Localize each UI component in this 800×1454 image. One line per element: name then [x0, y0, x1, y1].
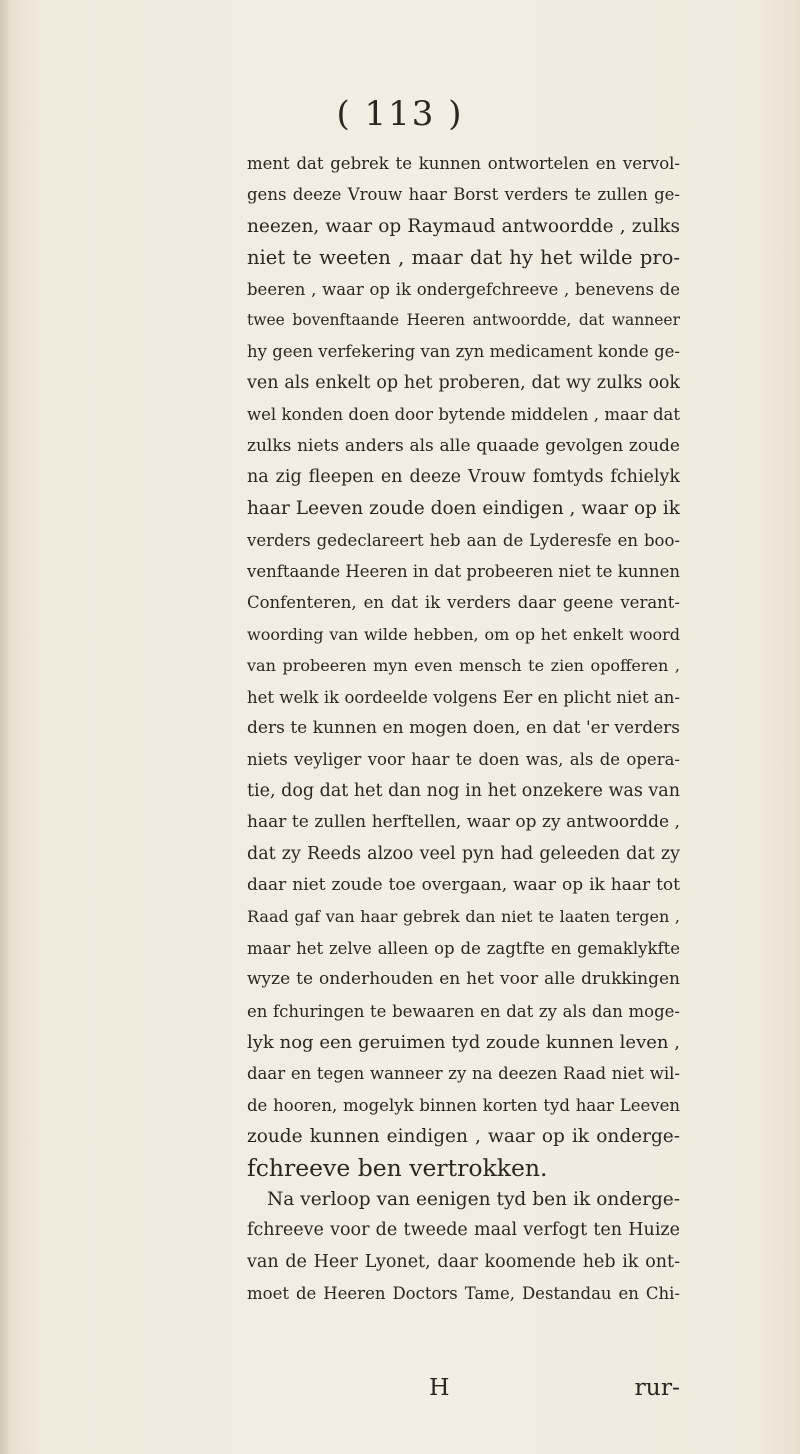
text-line: tie, dog dat het dan nog in het onzekere was van: [247, 780, 680, 801]
text-line: twee bovenftaande Heeren antwoordde, dat wanneer: [247, 310, 680, 329]
text-line: beeren , waar op ik ondergefchreeve , benevens de: [247, 279, 680, 299]
text-line: neezen, waar op Raymaud antwoordde , zulks: [247, 215, 680, 237]
catchword: rur-: [634, 1373, 680, 1401]
text-line: van de Heer Lyonet, daar koomende heb ik ont-: [247, 1251, 680, 1272]
page-footer: [247, 1372, 680, 1402]
text-line: maar het zelve alleen op de zagtfte en gemaklykfte: [247, 938, 680, 958]
text-line: van probeeren myn even mensch te zien opofferen ,: [247, 656, 680, 676]
signature-mark: H: [429, 1373, 450, 1401]
text-line: daar niet zoude toe overgaan, waar op ik haar tot: [247, 874, 680, 895]
text-line: hy geen verfekering van zyn medicament konde ge-: [247, 342, 680, 362]
text-line: moet de Heeren Doctors Tame, Destandau en Chi-: [247, 1284, 680, 1304]
text-line: wel konden doen door bytende middelen , maar dat: [247, 405, 680, 425]
text-line: daar en tegen wanneer zy na deezen Raad niet wil-: [247, 1064, 680, 1084]
text-line: ment dat gebrek te kunnen ontwortelen en vervol-: [247, 154, 680, 173]
text-line: verders gedeclareert heb aan de Lyderesfe en boo-: [247, 530, 680, 550]
text-line: venftaande Heeren in dat probeeren niet te kunnen: [247, 562, 680, 582]
text-line: Raad gaf van haar gebrek dan niet te laaten tergen ,: [247, 907, 680, 927]
text-line: woording van wilde hebben, om op het enkelt woord: [247, 624, 680, 644]
text-line: ven als enkelt op het proberen, dat wy zulks ook: [247, 372, 680, 393]
text-line: zulks niets anders als alle quaade gevolgen zoude: [247, 435, 680, 456]
text-line: ders te kunnen en mogen doen, en dat 'er verders: [247, 718, 680, 739]
page-binding-edge: [0, 0, 10, 1454]
body-text: [247, 148, 680, 1309]
text-line: zoude kunnen eindigen , waar op ik onderge-: [247, 1126, 680, 1148]
text-line: gens deeze Vrouw haar Borst verders te zullen ge-: [247, 185, 680, 205]
text-line: haar te zullen herftellen, waar op zy antwoordde ,: [247, 812, 680, 833]
text-line: dat zy Reeds alzoo veel pyn had geleeden dat zy: [247, 843, 680, 864]
page-number: ( 113 ): [336, 94, 464, 134]
text-line: lyk nog een geruimen tyd zoude kunnen leven ,: [247, 1031, 680, 1053]
text-line: haar Leeven zoude doen eindigen , waar op ik: [247, 498, 680, 520]
text-line: niet te weeten , maar dat hy het wilde pro-: [247, 246, 680, 270]
text-line: Na verloop van eenigen tyd ben ik onderge-: [267, 1188, 680, 1210]
text-line: fchreeve ben vertrokken.: [247, 1153, 548, 1182]
text-line: en fchuringen te bewaaren en dat zy als dan moge-: [247, 1001, 680, 1021]
text-line: Confenteren, en dat ik verders daar geene verant-: [247, 593, 680, 613]
text-line: niets veyliger voor haar te doen was, als de opera-: [247, 750, 680, 770]
text-line: wyze te onderhouden en het voor alle drukkingen: [247, 969, 680, 990]
text-line: na zig fleepen en deeze Vrouw fomtyds fchielyk: [247, 466, 680, 487]
text-line: de hooren, mogelyk binnen korten tyd haar Leeven: [247, 1095, 680, 1115]
text-line: fchreeve voor de tweede maal verfogt ten Huize: [247, 1220, 680, 1241]
text-line: het welk ik oordeelde volgens Eer en plicht niet an-: [247, 687, 680, 707]
